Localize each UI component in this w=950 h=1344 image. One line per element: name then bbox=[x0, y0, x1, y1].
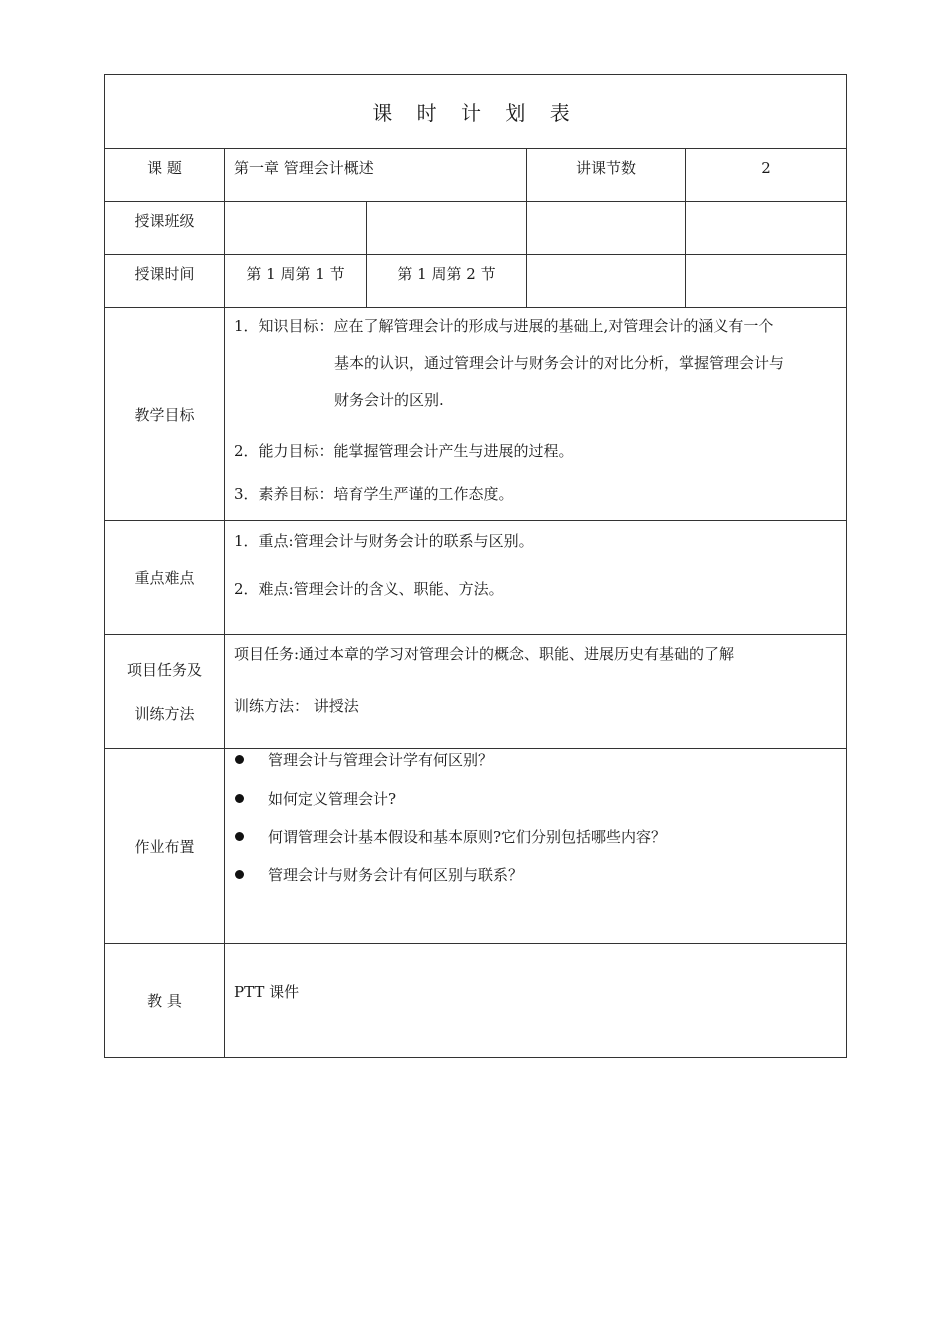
topic-label: 课 题 bbox=[147, 159, 182, 177]
time-row bbox=[105, 255, 847, 308]
tools-label: 教 具 bbox=[105, 944, 225, 1058]
objective-3: 3．素养目标：培育学生严谨的工作态度。 bbox=[234, 485, 514, 503]
homework-list bbox=[225, 749, 846, 893]
objective-2: 2．能力目标：能掌握管理会计产生与进展的过程。 bbox=[234, 442, 574, 460]
project-row bbox=[105, 635, 847, 749]
class-cell-2 bbox=[367, 202, 527, 255]
homework-item-1: 管理会计与管理会计学有何区别？ bbox=[268, 750, 494, 769]
bullet-icon bbox=[235, 755, 244, 764]
list-item bbox=[235, 855, 846, 893]
table-title: 课 时 计 划 表 bbox=[105, 75, 847, 149]
project-label-line-2: 训练方法 bbox=[134, 704, 195, 723]
bullet-icon bbox=[235, 870, 244, 879]
list-item bbox=[235, 749, 846, 769]
key-points-label: 重点难点 bbox=[105, 521, 225, 635]
objectives-row bbox=[105, 308, 847, 521]
project-task: 项目任务:通过本章的学习对管理会计的概念、职能、进展历史有基础的了解 bbox=[234, 645, 735, 663]
topic-value: 第一章 管理会计概述 bbox=[234, 159, 374, 177]
list-item bbox=[235, 817, 846, 855]
tools-value: PTT 课件 bbox=[234, 983, 300, 1001]
topic-row bbox=[105, 149, 847, 202]
time-label: 授课时间 bbox=[134, 265, 195, 283]
project-method: 训练方法： 讲授法 bbox=[234, 697, 359, 715]
time-slot-1: 第 1 周第 1 节 bbox=[246, 265, 345, 283]
time-cell-3 bbox=[527, 255, 686, 308]
time-slot-2: 第 1 周第 2 节 bbox=[397, 265, 496, 283]
class-label: 授课班级 bbox=[134, 212, 195, 230]
tools-row bbox=[105, 944, 847, 1058]
key-point-2: 2．难点:管理会计的含义、职能、方法。 bbox=[234, 580, 504, 598]
project-label-line-1: 项目任务及 bbox=[126, 660, 202, 679]
sessions-value: 2 bbox=[761, 159, 771, 177]
objectives-label: 教学目标 bbox=[105, 308, 225, 521]
homework-item-2: 如何定义管理会计? bbox=[268, 789, 397, 808]
class-row bbox=[105, 202, 847, 255]
homework-label: 作业布置 bbox=[105, 749, 225, 944]
homework-item-4: 管理会计与财务会计有何区别与联系？ bbox=[268, 865, 524, 884]
bullet-icon bbox=[235, 794, 244, 803]
objective-1-line-1: 1．知识目标：应在了解管理会计的形成与进展的基础上,对管理会计的涵义有一个 bbox=[234, 317, 774, 335]
homework-row bbox=[105, 749, 847, 944]
class-cell-1 bbox=[225, 202, 367, 255]
class-cell-4 bbox=[686, 202, 847, 255]
homework-item-3: 何谓管理会计基本假设和基本原则?它们分别包括哪些内容？ bbox=[268, 827, 667, 846]
time-cell-4 bbox=[686, 255, 847, 308]
title-row bbox=[105, 75, 847, 149]
objectives-content bbox=[225, 308, 846, 513]
lesson-plan-table bbox=[104, 74, 847, 1058]
objective-1-line-2: 基本的认识，通过管理会计与财务会计的对比分析，掌握管理会计与 bbox=[334, 354, 785, 372]
objective-1-line-3: 财务会计的区别. bbox=[334, 391, 444, 409]
class-cell-3 bbox=[527, 202, 686, 255]
key-point-1: 1．重点:管理会计与财务会计的联系与区别。 bbox=[234, 532, 534, 550]
sessions-label: 讲课节数 bbox=[575, 159, 636, 177]
bullet-icon bbox=[235, 832, 244, 841]
list-item bbox=[235, 779, 846, 817]
key-points-row bbox=[105, 521, 847, 635]
